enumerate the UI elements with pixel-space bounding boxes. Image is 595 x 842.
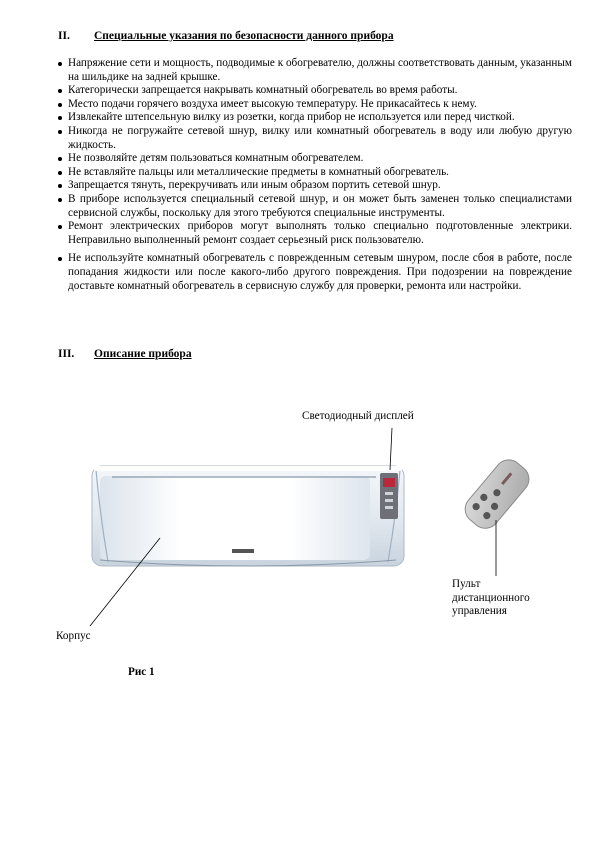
list-item: Ремонт электрических приборов могут выполнять только специально подготовленные электрики. Неправильно выполненный ремонт создает серьезный риск пользователю. — [58, 220, 572, 247]
label-led-display: Светодиодный дисплей — [302, 410, 414, 422]
led-display — [380, 473, 398, 519]
list-item: Напряжение сети и мощность, подводимые к обогревателю, должны соответствовать данным, указанным на шильдике на задней крышке. — [58, 57, 572, 84]
section-title: Специальные указания по безопасности данного прибора — [94, 30, 394, 42]
list-item: Не используйте комнатный обогреватель с поврежденным сетевым шнуром, после сбоя в работе, после попадания жидкости или после какого-либо другого повреждения. При подозрении на повреждение доставьте комнатный обогреватель в сервисную службу для проверки, ремонта или настройки. — [58, 252, 572, 293]
list-item: Извлекайте штепсельную вилку из розетки, когда прибор не используется или перед чисткой. — [58, 111, 572, 125]
label-remote-control: Пульт дистанционного управления — [452, 578, 530, 618]
list-item: Не позволяйте детям пользоваться комнатным обогревателем. — [58, 152, 572, 166]
list-item: В приборе используется специальный сетевой шнур, и он может быть заменен только специалистами сервисной службы, поскольку для этого требуются специальные инструменты. — [58, 193, 572, 220]
list-item: Никогда не погружайте сетевой шнур, вилку или комнатный обогреватель в воду или любую другую жидкость. — [58, 125, 572, 152]
list-item: Запрещается тянуть, перекручивать или иным образом портить сетевой шнур. — [58, 179, 572, 193]
section-number: II. — [58, 30, 70, 42]
figure-caption: Рис 1 — [128, 666, 155, 678]
section-number: III. — [58, 348, 75, 360]
list-item: Не вставляйте пальцы или металлические предметы в комнатный обогреватель. — [58, 166, 572, 180]
label-body: Корпус — [56, 630, 91, 642]
section-title: Описание прибора — [94, 348, 192, 360]
leader-line-display — [390, 428, 392, 470]
remote-control — [459, 454, 534, 534]
list-item: Категорически запрещается накрывать комнатный обогреватель во время работы. — [58, 84, 572, 98]
heater-body — [92, 466, 404, 566]
list-item: Место подачи горячего воздуха имеет высокую температуру. Не прикасайтесь к нему. — [58, 98, 572, 112]
